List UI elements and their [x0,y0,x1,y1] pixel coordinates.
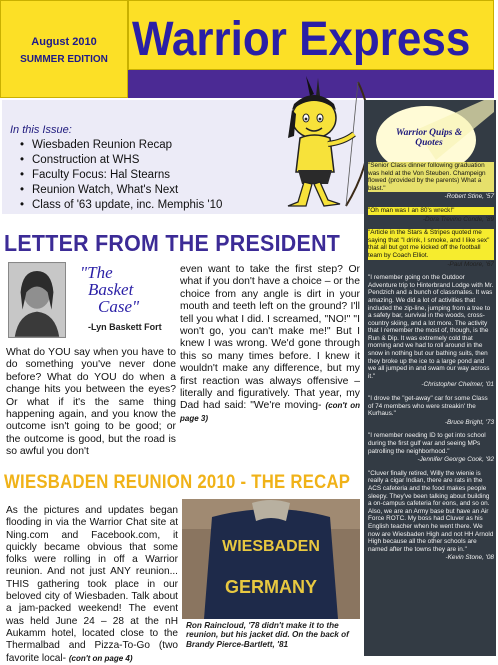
jacket-photo [182,499,360,619]
quote-attribution: -Kevin Stone, '08 [445,554,494,562]
quote-item [368,432,494,463]
issue-item: • Class of '63 update, inc. Memphis '10 [10,198,222,213]
sidebar-title: Warrior Quips & Quotes [395,128,463,148]
issue-list [10,138,222,213]
column-title-line: Basket [88,280,134,299]
quote-text: "I drove the "get-away" car for some Class of 74 members who were streakin' the Kurhaus." [368,395,488,418]
quote-attribution: -Paul Moore, '67 [447,260,494,268]
photo-caption: Ron Raincloud, '78 didn't make it to the reunion, but his jacket did. On the back of Brandy Pierce-Bartlett, '81 [186,621,349,649]
letter-body-right [180,264,360,425]
quote-attribution: -Dora Trevino Conde, '89 [422,215,494,223]
masthead-date-panel [0,0,128,98]
column-title-line: "The [80,263,113,282]
warrior-mascot-illustration [262,76,380,216]
column-byline: -Lyn Baskett Fort [88,322,162,332]
jacket-lettering-top: WIESBADEN [222,538,320,555]
quote-item [368,470,494,562]
quote-attribution: -Bruce Bright, '73 [444,418,494,426]
reunion-body [6,505,178,665]
issue-item: • Reunion Watch, What's Next [10,183,222,198]
column-title [78,264,139,315]
quote-attribution: -Jennifer George Cook, '92 [417,456,494,464]
quote-item [368,207,494,223]
reunion-body-text: As the pictures and updates began flooding in via the Warrior Chat site at Ning.com and Facebook.com, it quickly became obvious that some folks were rolling in off a Warrior reunion. And not just ANY reunion... THIS gathering took place in our beloved city of Wiesbaden. Talk about a jam-packed weekend! The event was held June 24 – 28 at the nH Aukamm hotel, located close to the Thermalbad and Pizza-To-Go (two favorite local- [6,505,178,664]
author-photo [8,262,66,338]
quote-item [368,395,494,426]
letter-body-text: even want to take the first step? Or what if you don't have a choice – or the choice from any angle is dirt in your mouth and teeth left on the ground? I'll tell you what I did. I screamed, "NO!" "I won't go, you can't make me!" But I knew I was wrong. We'd gone through this so many times before. I knew it wouldn't make any difference, but my first reaction was always offensive – literally and figuratively. That year, my Dad had said: "We're moving- [180,264,360,412]
continued-link[interactable]: (con't on page 3) [180,401,360,423]
edition-label: SUMMER EDITION [20,54,108,65]
quote-text: "Article in the Stars & Stripes quoted me saying that "I drink, I smoke, and I like sex" that all but got me kicked off the football team by Coach Elliot. [368,229,494,259]
quote-text: "Senior Class dinner following graduation was held at the Von Steuben. Champeign flowed (provided by the parents) What a blast." [368,162,494,192]
issue-item: • Faculty Focus: Hal Stearns [10,168,222,183]
quotes-list [368,162,494,568]
jacket-lettering-bottom: GERMANY [224,577,318,597]
quote-text: "I remember needing ID to get into school during the first gulf war and seeing MPs patrolling the neighborhood." [368,432,486,455]
issue-item: • Construction at WHS [10,153,222,168]
letter-body-left: What do YOU say when you have to do something you've never done before? What do YOU do when a change hits you between the eyes? Or what if it's the same thing happening again, and you know the outcome isn't going to be good; or the outcome is good, but the road is so awful you don't [6,347,176,458]
quote-text: "Oh man was I an 80's wreck!" [368,207,494,215]
quote-item [368,274,494,389]
in-this-issue-label: In this Issue: [10,124,72,136]
quote-text: "Cluver finally retired, Willy the wienie is really a cigar Indian, there are rats in the ACS cafeteria and the food makes people sleepy. They've been talking about building a on-campus cafeteria for eons, and so on. Also, we are an Army base but have an Air Force ROTC. My boss had Cluver as his English teacher when he went there. We now are Wiesbaden High and not HH Arnold High because all the other schools are named after the towns they are in." [368,469,494,553]
quote-attribution: -Christopher Chelmer, '01 [421,381,494,389]
quote-text: "I remember going on the Outdoor Adventure trip to Hinterbrand Lodge with Mr. Pendzich and a bunch of classmates. It was amazing. We did a lot of activities that included the zip-line, jumping from a tree to a safety bar, survival in the woods, cross-country skiing, and a lot more. The activity that I remember the most of, though, is the Run & Dip. It was extremely cold that morning and we had to roll around in the snow in nothing but our bathing suits, then they broke up the ice to a large pond and we all jumped in and swam our way across it." [368,274,494,380]
quote-attribution: -Robert Stine, '57 [444,193,494,201]
newsletter-title: Warrior Express [132,12,471,66]
quote-item [368,162,494,201]
column-title-line: Case" [98,297,140,316]
continued-link[interactable]: (con't on page 4) [68,653,133,663]
issue-item: • Wiesbaden Reunion Recap [10,138,222,153]
letter-heading: LETTER FROM THE PRESIDENT [4,230,341,256]
reunion-heading: WIESBADEN REUNION 2010 - THE RECAP [4,472,351,493]
issue-date: August 2010 [31,36,97,48]
quote-item [368,229,494,268]
